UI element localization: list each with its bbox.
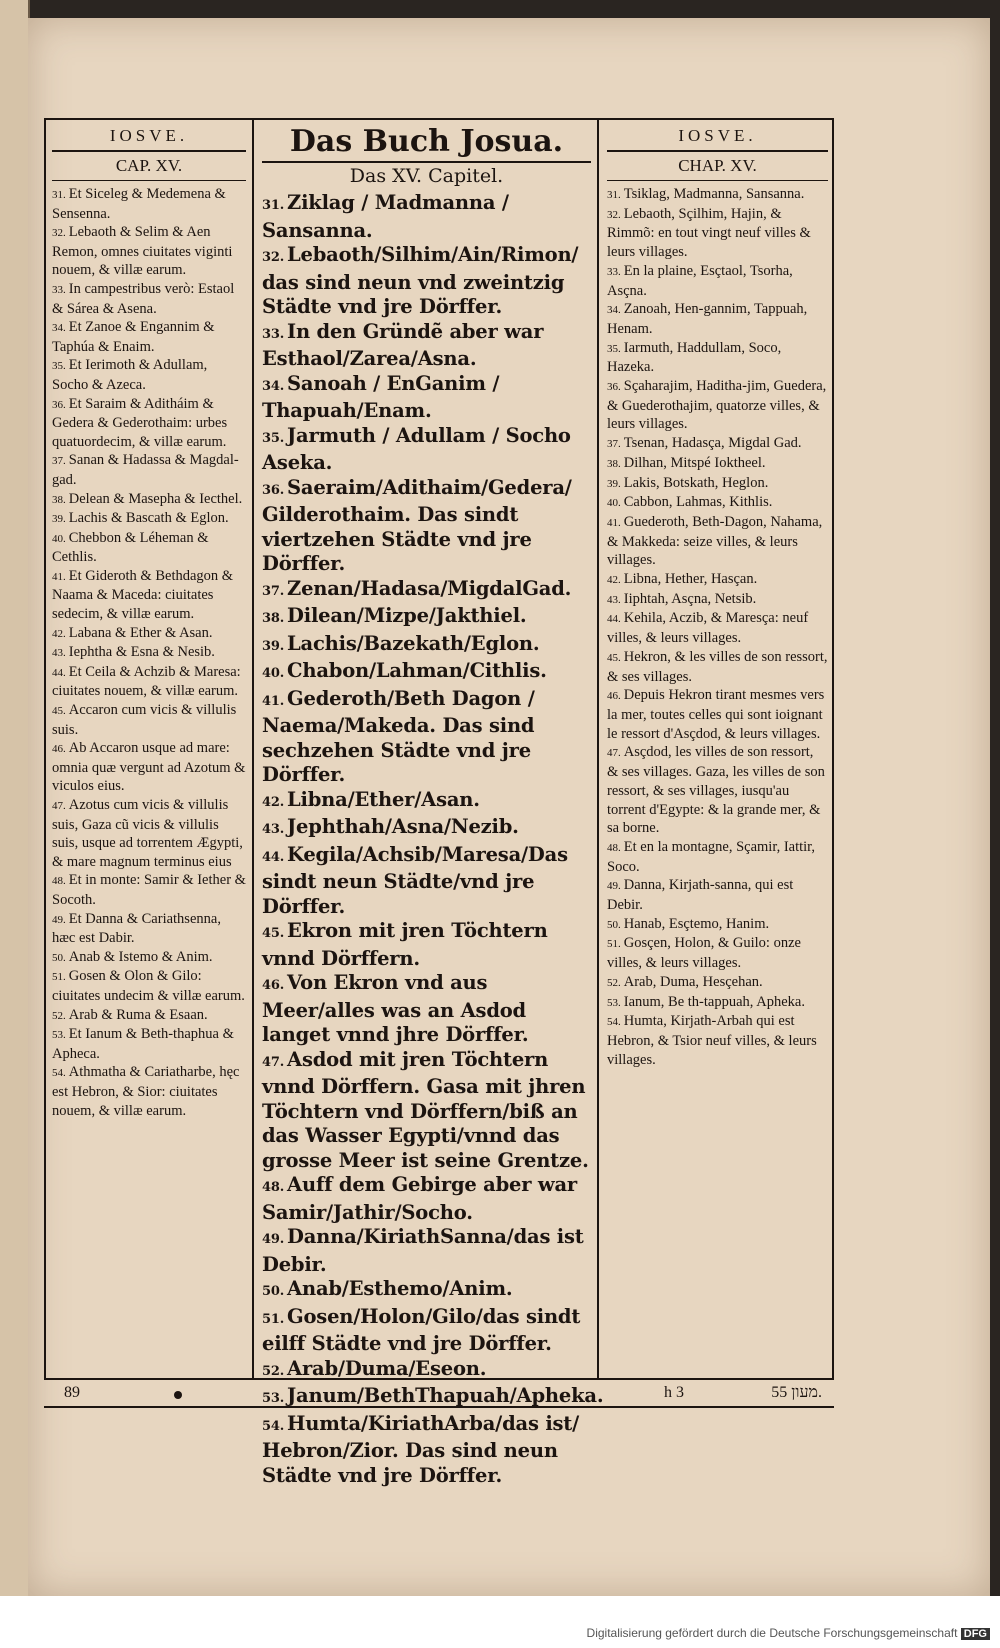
latin-verse bbox=[52, 318, 246, 356]
latin-verse-text: Accaron cum vicis & villulis suis. bbox=[52, 702, 237, 738]
latin-verse bbox=[52, 185, 246, 223]
german-verse-number: 50. bbox=[262, 1284, 285, 1299]
french-verse-number: 43. bbox=[607, 593, 621, 606]
latin-verse-text: Azotus cum vicis & villulis suis, Gaza cũ vicis & villulis suis, usque ad torrentem Ægypti, & mare magnum terminus eius bbox=[52, 797, 243, 870]
latin-verse-number: 31. bbox=[52, 189, 66, 201]
german-verse-number: 36. bbox=[262, 482, 285, 498]
german-verse-number: 40. bbox=[262, 666, 285, 681]
german-verse bbox=[262, 919, 591, 971]
german-verse-text: Lachis/Bazekath/Eglon. bbox=[287, 631, 540, 655]
latin-verse bbox=[52, 910, 246, 948]
german-verse-text: Arab/Duma/Eseon. bbox=[287, 1356, 487, 1380]
latin-verse-text: Sanan & Hadassa & Magdal-gad. bbox=[52, 452, 239, 488]
french-verse-number: 31. bbox=[607, 189, 621, 201]
catchword: מעון 55. bbox=[771, 1384, 822, 1401]
latin-verse-number: 52. bbox=[52, 1009, 66, 1022]
latin-verse-number: 43. bbox=[52, 647, 66, 660]
german-verse-text: Gosen/Holon/Gilo/das sindt eilff Städte vnd jre Dörffer. bbox=[262, 1304, 581, 1355]
french-verse-text: En la plaine, Esçtaol, Tsorha, Asçna. bbox=[607, 262, 793, 299]
latin-verse bbox=[52, 1025, 246, 1063]
signature-mark: h 3 bbox=[664, 1384, 684, 1401]
latin-verse-text: Et Siceleg & Medemena & Sensenna. bbox=[52, 186, 226, 222]
latin-column bbox=[46, 120, 254, 1378]
german-verse-text: Ekron mit jren Töchtern vnnd Dörffern. bbox=[262, 919, 548, 970]
french-verse-text: Cabbon, Lahmas, Kithlis. bbox=[623, 494, 773, 511]
latin-verse-number: 48. bbox=[52, 875, 66, 888]
french-verse bbox=[607, 493, 828, 513]
latin-verse-text: In campestribus verò: Estaol & Sárea & Asena. bbox=[52, 280, 235, 317]
latin-verse bbox=[52, 490, 246, 510]
latin-verse-number: 38. bbox=[52, 493, 66, 506]
french-verse bbox=[607, 377, 828, 434]
latin-verse-text: Iephtha & Esna & Nesib. bbox=[68, 644, 215, 661]
french-verse-text: Lebaoth, Sçilhim, Hajin, & Rimmõ: en tout vingt neuf villes & leurs villages. bbox=[607, 205, 811, 261]
french-verse bbox=[607, 513, 828, 570]
latin-verse bbox=[52, 643, 246, 663]
german-verse bbox=[262, 191, 591, 243]
german-verses bbox=[262, 191, 604, 1488]
french-verse bbox=[607, 934, 828, 972]
german-verse bbox=[262, 815, 591, 843]
french-verse-number: 42. bbox=[607, 574, 621, 587]
french-verse bbox=[607, 1012, 828, 1069]
digitization-note-line bbox=[587, 1626, 990, 1640]
french-verse bbox=[607, 973, 828, 993]
latin-verse-text: Chebbon & Léheman & Cethlis. bbox=[52, 529, 209, 566]
french-verse-number: 33. bbox=[607, 265, 621, 278]
french-verse-number: 37. bbox=[607, 438, 621, 451]
latin-running-head: IOSVE. bbox=[52, 124, 246, 152]
latin-verse bbox=[52, 567, 246, 624]
german-verse bbox=[262, 604, 591, 632]
latin-verse-number: 37. bbox=[52, 455, 66, 468]
latin-verse-text: Et Zanoe & Engannim & Taphúa & Enaim. bbox=[52, 319, 215, 355]
french-verse-text: Tsenan, Hadasça, Migdal Gad. bbox=[623, 435, 802, 452]
german-book-title: Das Buch Josua. bbox=[262, 124, 591, 163]
latin-verse-number: 33. bbox=[52, 283, 66, 296]
latin-verse-number: 34. bbox=[52, 322, 66, 335]
french-chapter-heading: CHAP. XV. bbox=[607, 152, 828, 181]
french-verse-text: Depuis Hekron tirant mesmes vers la mer, toutes celles qui sont ioignant le ressort d'Asçdod, & leurs villages. bbox=[607, 687, 825, 742]
french-verse-number: 44. bbox=[607, 613, 621, 626]
french-verse-number: 36. bbox=[607, 381, 621, 394]
latin-verse bbox=[52, 701, 246, 739]
german-verse-text: Lebaoth/Silhim/Ain/Rimon/ das sind neun vnd zweintzig Städte vnd jre Dörffer. bbox=[262, 243, 579, 318]
latin-verses bbox=[52, 185, 246, 1120]
french-verse-text: Lakis, Botskath, Heglon. bbox=[623, 474, 769, 491]
french-verse bbox=[607, 915, 828, 935]
german-verse-text: Saeraim/Adithaim/Gedera/ Gilderothaim. Das sindt viertzehen Städte vnd jre Dörffer. bbox=[262, 475, 572, 575]
french-verse bbox=[607, 838, 828, 876]
dfg-logo: DFG bbox=[961, 1628, 990, 1640]
binding-gutter bbox=[0, 0, 30, 1648]
german-verse-number: 48. bbox=[262, 1180, 285, 1195]
german-verse-text: Auff dem Gebirge aber war Samir/Jathir/Socho. bbox=[262, 1173, 578, 1224]
french-verse bbox=[607, 743, 828, 838]
latin-verse-text: Gosen & Olon & Gilo: ciuitates undecim & villæ earum. bbox=[52, 968, 245, 1004]
german-verse-text: Zenan/Hadasa/MigdalGad. bbox=[287, 576, 572, 600]
page-number: 89 bbox=[64, 1384, 80, 1401]
latin-verse-text: Ab Accaron usque ad mare: omnia quæ vergunt ad Azotum & viculos eius. bbox=[52, 740, 246, 795]
german-verse bbox=[262, 372, 591, 424]
french-verse bbox=[607, 474, 828, 494]
french-column bbox=[599, 120, 834, 1378]
gutter-marginalia bbox=[2, 60, 24, 1560]
german-verse-number: 43. bbox=[262, 822, 285, 837]
french-verse-text: Kehila, Aczib, & Maresça: neuf villes, & leurs villages. bbox=[607, 610, 809, 647]
german-verse-number: 32. bbox=[262, 250, 285, 265]
french-verse-text: Humta, Kirjath-Arbah qui est Hebron, & Tsior neuf villes, & leurs villages. bbox=[607, 1013, 817, 1068]
german-verse bbox=[262, 1357, 591, 1385]
german-verse-text: Chabon/Lahman/Cithlis. bbox=[287, 659, 547, 682]
german-verse-number: 44. bbox=[262, 849, 285, 865]
french-running-head: IOSVE. bbox=[607, 124, 828, 152]
latin-verse-text: Athmatha & Cariatharbe, hęc est Hebron, & Sior: ciuitates nouem, & villæ earum. bbox=[52, 1064, 240, 1119]
french-verse-number: 50. bbox=[607, 918, 621, 931]
german-verse-number: 52. bbox=[262, 1363, 285, 1379]
french-verse bbox=[607, 570, 828, 590]
french-verse-number: 51. bbox=[607, 938, 621, 951]
german-verse-text: Jephthah/Asna/Nezib. bbox=[287, 815, 519, 838]
latin-verse-number: 50. bbox=[52, 951, 66, 964]
latin-verse-number: 42. bbox=[52, 627, 66, 640]
german-verse bbox=[262, 687, 591, 788]
german-verse-text: Humta/KiriathArba/das ist/ Hebron/Zior. Das sind neun Städte vnd jre Dörffer. bbox=[262, 1411, 580, 1487]
german-verse-number: 33. bbox=[262, 326, 285, 342]
latin-verse-number: 49. bbox=[52, 913, 66, 926]
german-verse bbox=[262, 788, 591, 816]
french-verse bbox=[607, 686, 828, 743]
german-chapter-heading: Das XV. Capitel. bbox=[349, 165, 504, 187]
latin-verse-text: Et Danna & Cariathsenna, hæc est Dabir. bbox=[52, 910, 221, 947]
german-verse-number: 53. bbox=[262, 1391, 285, 1406]
german-verse bbox=[262, 1225, 591, 1277]
german-verse-number: 54. bbox=[262, 1418, 285, 1434]
latin-verse bbox=[52, 509, 246, 529]
latin-verse-text: Labana & Ether & Asan. bbox=[68, 624, 213, 641]
german-verse-text: Danna/KiriathSanna/das ist Debir. bbox=[262, 1225, 584, 1276]
latin-verse-text: Delean & Masepha & Iecthel. bbox=[68, 490, 243, 507]
ornament-dot bbox=[174, 1391, 182, 1399]
latin-verse bbox=[52, 624, 246, 644]
french-verse-text: Dilhan, Mitspé Ioktheel. bbox=[623, 454, 766, 471]
german-verse-number: 46. bbox=[262, 978, 285, 993]
latin-verse bbox=[52, 663, 246, 701]
french-verse bbox=[607, 185, 828, 205]
latin-verse-text: Anab & Istemo & Anim. bbox=[68, 948, 213, 965]
latin-verse-number: 40. bbox=[52, 532, 66, 545]
latin-verse-number: 47. bbox=[52, 800, 66, 812]
german-verse bbox=[262, 1048, 591, 1174]
german-verse-text: Dilean/Mizpe/Jakthiel. bbox=[287, 604, 527, 627]
latin-verse-number: 44. bbox=[52, 666, 66, 679]
latin-verse bbox=[52, 223, 246, 280]
french-verse-number: 34. bbox=[607, 304, 621, 317]
german-verse-number: 51. bbox=[262, 1311, 285, 1327]
german-verse bbox=[262, 320, 591, 372]
latin-verse-text: Lachis & Bascath & Eglon. bbox=[68, 510, 229, 527]
german-verse-text: Sanoah / EnGanim / Thapuah/Enam. bbox=[262, 371, 500, 422]
german-verse bbox=[262, 476, 591, 577]
french-verse-number: 52. bbox=[607, 976, 621, 989]
german-verse bbox=[262, 1277, 591, 1305]
french-verse-number: 40. bbox=[607, 497, 621, 510]
latin-verse-number: 36. bbox=[52, 398, 66, 411]
latin-verse bbox=[52, 451, 246, 489]
german-verse-text: Kegila/Achsib/Maresa/Das sindt neun Städte/vnd jre Dörffer. bbox=[262, 842, 568, 918]
german-verse bbox=[262, 424, 591, 476]
german-verse-number: 42. bbox=[262, 794, 285, 810]
latin-verse-number: 46. bbox=[52, 743, 66, 756]
french-verse bbox=[607, 609, 828, 647]
french-verse-text: Zanoah, Hen-gannim, Tappuah, Henam. bbox=[607, 301, 808, 337]
page-footer bbox=[44, 1382, 834, 1408]
german-verse-number: 45. bbox=[262, 926, 285, 941]
latin-verse bbox=[52, 395, 246, 452]
latin-verse-number: 35. bbox=[52, 360, 66, 373]
french-verse-text: Libna, Hether, Hasçan. bbox=[623, 571, 758, 588]
latin-verse-number: 54. bbox=[52, 1067, 66, 1080]
german-verse-number: 41. bbox=[262, 693, 285, 709]
latin-chapter-heading: CAP. XV. bbox=[52, 152, 246, 181]
french-verse-text: Asçdod, les villes de son ressort, & ses villages. Gaza, les villes de son ressort, & ses villages, iusqu'au torrent d'Egypte: & la grande mer, & sa borne. bbox=[607, 744, 825, 837]
latin-verse bbox=[52, 796, 246, 871]
latin-verse-text: Et Ianum & Beth-thaphua & Apheca. bbox=[52, 1026, 234, 1062]
latin-verse-number: 53. bbox=[52, 1029, 66, 1042]
german-verse-number: 35. bbox=[262, 430, 285, 446]
french-verse-text: Hanab, Esçtemo, Hanim. bbox=[623, 915, 770, 932]
latin-verse bbox=[52, 871, 246, 909]
french-verse bbox=[607, 205, 828, 262]
german-column bbox=[254, 120, 604, 1487]
french-verse-text: Iarmuth, Haddullam, Soco, Hazeka. bbox=[607, 339, 782, 376]
latin-verse bbox=[52, 280, 246, 318]
latin-verse-text: Et Saraim & Aditháim & Gedera & Gederothaim: urbes quatuordecim, & villæ earum. bbox=[52, 395, 228, 450]
french-verse bbox=[607, 434, 828, 454]
french-verse-number: 54. bbox=[607, 1016, 621, 1029]
german-verse-text: Libna/Ether/Asan. bbox=[287, 787, 480, 811]
german-verse bbox=[262, 843, 591, 920]
latin-verse-text: Et in monte: Samir & Iether & Socoth. bbox=[52, 872, 246, 908]
french-verse-number: 38. bbox=[607, 457, 621, 470]
latin-verse bbox=[52, 356, 246, 394]
german-verse bbox=[262, 1305, 591, 1357]
french-verse-text: Guederoth, Beth-Dagon, Nahama, & Makkeda: seize villes, & leurs villages. bbox=[607, 513, 823, 569]
german-verse bbox=[262, 577, 591, 605]
german-verse-text: Gederoth/Beth Dagon / Naema/Makeda. Das sind sechzehen Städte vnd jre Dörffer. bbox=[262, 686, 535, 786]
german-verse-number: 38. bbox=[262, 611, 285, 626]
german-verse-number: 37. bbox=[262, 583, 285, 599]
latin-verse-number: 32. bbox=[52, 227, 66, 240]
french-verse bbox=[607, 876, 828, 914]
german-verse bbox=[262, 243, 591, 320]
german-verse bbox=[262, 971, 591, 1048]
german-verse-number: 31. bbox=[262, 198, 285, 213]
latin-verse-number: 39. bbox=[52, 513, 66, 526]
french-verse bbox=[607, 454, 828, 474]
french-verse-number: 48. bbox=[607, 841, 621, 854]
latin-verse-text: Arab & Ruma & Esaan. bbox=[68, 1006, 208, 1023]
latin-verse bbox=[52, 1006, 246, 1026]
latin-verse-text: Et Ierimoth & Adullam, Socho & Azeca. bbox=[52, 357, 208, 393]
german-verse bbox=[262, 1412, 591, 1489]
german-verse-number: 49. bbox=[262, 1232, 285, 1247]
latin-verse-text: Et Gideroth & Bethdagon & Naama & Maceda: ciuitates sedecim, & villæ earum. bbox=[52, 567, 234, 623]
german-verse-text: Asdod mit jren Töchtern vnnd Dörffern. Gasa mit jhren Töchtern vnd Dörffern/biß an das Wasser Egypti/vnnd das grosse Meer ist seine Grentze. bbox=[262, 1047, 589, 1172]
german-verse-text: Von Ekron vnd aus Meer/alles was an Asdod langet vnnd jhre Dörffer. bbox=[262, 971, 529, 1046]
german-verse-text: Janum/BethThapuah/Apheka. bbox=[287, 1384, 604, 1407]
german-verse bbox=[262, 1173, 591, 1225]
german-verse-text: In den Gründẽ aber war Esthaol/Zarea/Asna. bbox=[262, 319, 544, 370]
french-verse-number: 53. bbox=[607, 996, 621, 1009]
french-verse-number: 39. bbox=[607, 477, 621, 490]
digitization-note: Digitalisierung gefördert durch die Deutsche Forschungsgemeinschaft bbox=[586, 1626, 958, 1640]
french-verse-text: Arab, Duma, Hesçehan. bbox=[623, 973, 763, 990]
french-verse-text: Tsiklag, Madmanna, Sansanna. bbox=[623, 186, 805, 202]
latin-verse bbox=[52, 739, 246, 796]
french-verse bbox=[607, 339, 828, 377]
french-verse bbox=[607, 262, 828, 300]
french-verse-text: Et en la montagne, Sçamir, Iattir, Soco. bbox=[607, 838, 816, 875]
french-verse-text: Hekron, & les villes de son ressort, & ses villages. bbox=[607, 648, 828, 685]
german-verse-number: 47. bbox=[262, 1054, 285, 1070]
latin-verse-text: Et Ceila & Achzib & Maresa: ciuitates nouem, & villæ earum. bbox=[52, 663, 241, 700]
french-verse bbox=[607, 590, 828, 610]
french-verse-text: Danna, Kirjath-sanna, qui est Debir. bbox=[607, 877, 794, 914]
latin-verse-number: 41. bbox=[52, 570, 66, 583]
german-verse-text: Jarmuth / Adullam / Socho Aseka. bbox=[262, 423, 571, 474]
latin-verse bbox=[52, 529, 246, 567]
german-verse-number: 39. bbox=[262, 638, 285, 654]
latin-verse-number: 45. bbox=[52, 705, 66, 718]
german-verse-text: Ziklag / Madmanna / Sansanna. bbox=[262, 191, 509, 242]
latin-verse bbox=[52, 967, 246, 1005]
french-verse-number: 49. bbox=[607, 880, 621, 893]
french-verse-number: 32. bbox=[607, 208, 621, 221]
digitization-banner bbox=[0, 1596, 1000, 1648]
french-verse-text: Iiphtah, Asçna, Netsib. bbox=[623, 590, 757, 607]
french-verse-number: 41. bbox=[607, 516, 621, 529]
german-verse-number: 34. bbox=[262, 378, 285, 394]
latin-verse bbox=[52, 1063, 246, 1120]
french-verse-text: Ianum, Be th-tappuah, Apheka. bbox=[623, 993, 805, 1010]
french-verse bbox=[607, 993, 828, 1013]
french-verse-text: Gosçen, Holon, & Guilo: onze villes, & leurs villages. bbox=[607, 935, 801, 972]
french-verse-number: 45. bbox=[607, 651, 621, 664]
french-verse bbox=[607, 648, 828, 686]
french-verse bbox=[607, 300, 828, 338]
german-verse-text: Anab/Esthemo/Anim. bbox=[287, 1277, 513, 1300]
german-verse bbox=[262, 659, 591, 687]
french-verses bbox=[607, 185, 828, 1069]
french-verse-text: Sçaharajim, Haditha-jim, Guedera, & Guederothajim, quatorze villes, & leurs villages. bbox=[607, 378, 827, 433]
latin-verse-text: Lebaoth & Selim & Aen Remon, omnes ciuitates viginti nouem, & villæ earum. bbox=[52, 224, 233, 279]
german-verse bbox=[262, 632, 591, 660]
latin-verse bbox=[52, 948, 246, 968]
latin-verse-number: 51. bbox=[52, 971, 66, 984]
french-verse-number: 47. bbox=[607, 747, 621, 760]
french-verse-number: 35. bbox=[607, 342, 621, 355]
french-verse-number: 46. bbox=[607, 690, 621, 703]
